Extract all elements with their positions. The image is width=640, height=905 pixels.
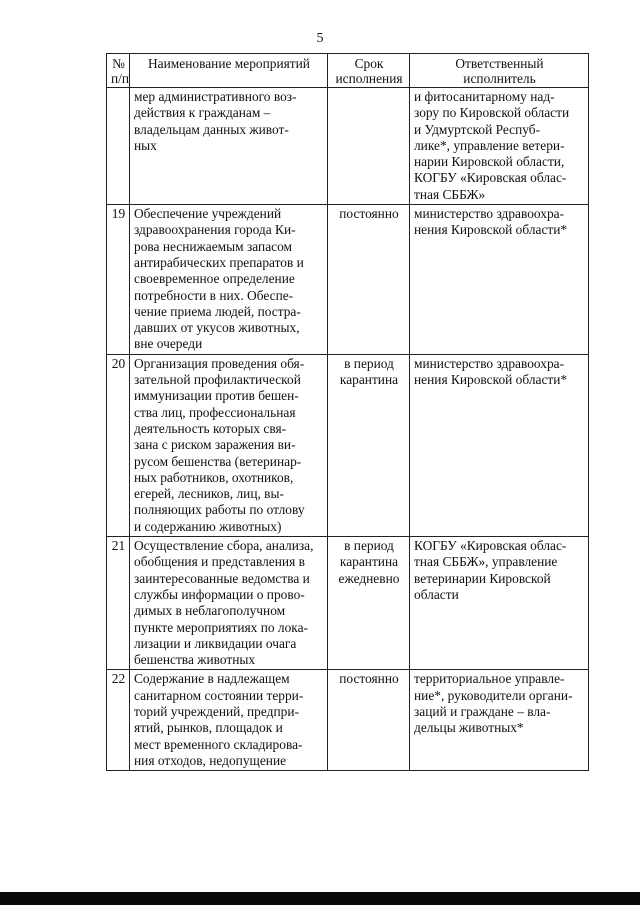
responsible-executor-cell [410, 205, 589, 355]
table-row [107, 205, 589, 355]
measure-name-line: деятельность которых свя- [134, 420, 287, 436]
measure-name-line: торий учреждений, предпри- [134, 703, 299, 719]
measure-name-line: рова неснижаемым запасом [134, 238, 293, 254]
measure-name-line: обобщения и представления в [134, 554, 305, 570]
page-number: 5 [316, 31, 324, 46]
execution-term-cell [328, 205, 410, 355]
measure-name-line: пункте мероприятиях по лока- [134, 619, 309, 635]
measure-name-line: димых в неблагополучном [134, 603, 286, 619]
measures-table [106, 53, 589, 771]
measure-name-line: полняющих работы по отлову [134, 502, 305, 518]
row-number: 19 [111, 206, 126, 222]
measure-name-line: владельцам данных живот- [134, 121, 289, 137]
row-number: 20 [111, 355, 126, 371]
measure-name-line: ства лиц, профессиональная [134, 404, 296, 420]
measure-name-line: ятий, рынков, площадок и [134, 720, 283, 736]
measure-name-line: зана с риском заражения ви- [134, 437, 296, 453]
measure-name-line: чение приема людей, постра- [134, 303, 301, 319]
measure-name-line: вне очереди [134, 336, 203, 352]
responsible-executor-line: заций и граждане – вла- [414, 703, 551, 719]
measure-name-line: Обеспечение учреждений [134, 206, 282, 222]
header-responsible-line: Ответственный [455, 56, 544, 71]
table-row [107, 354, 589, 536]
measure-name-line: давших от укусов животных, [134, 320, 300, 336]
measure-name-line: иммунизации против бешен- [134, 388, 299, 404]
execution-term-line: в период [344, 538, 394, 554]
table-row [107, 537, 589, 670]
row-number: 22 [111, 671, 126, 687]
header-term-line: Срок [354, 56, 384, 71]
measure-name-line: егерей, лесников, лиц, вы- [134, 486, 284, 502]
measure-name-line: санитарном состоянии терри- [134, 687, 304, 703]
measure-name-line: заинтересованные ведомства и [134, 570, 310, 586]
execution-term-line: карантина [339, 554, 399, 570]
row-number-cell [107, 205, 130, 355]
measure-name-cell [130, 88, 328, 205]
measure-name-line: действия к гражданам – [134, 105, 271, 121]
responsible-executor-cell [410, 354, 589, 536]
execution-term-line: постоянно [339, 206, 399, 222]
measure-name-cell [130, 670, 328, 771]
measure-name-line: ных [134, 137, 157, 153]
header-term [328, 54, 410, 88]
table-row [107, 670, 589, 771]
table-header-row [107, 54, 589, 88]
responsible-executor-line: КОГБУ «Кировская облас- [414, 538, 567, 554]
responsible-executor-cell [410, 670, 589, 771]
responsible-executor-line: нения Кировской области* [414, 372, 568, 388]
measure-name-cell [130, 205, 328, 355]
header-responsible-line: исполнитель [463, 71, 536, 86]
execution-term-cell [328, 354, 410, 536]
measure-name-line: Осуществление сбора, анализа, [134, 538, 314, 554]
measure-name-line: антирабических препаратов и [134, 254, 304, 270]
measure-name-line: ных работников, охотников, [134, 469, 294, 485]
header-responsible [410, 54, 589, 88]
measure-name-line: и содержанию животных) [134, 518, 282, 534]
measure-name-line: ния отходов, недопущение [134, 752, 287, 768]
row-number: 21 [111, 538, 126, 554]
table-row [107, 88, 589, 205]
execution-term-line: в период [344, 355, 394, 371]
responsible-executor-line: министерство здравоохра- [414, 355, 565, 371]
row-number-cell [107, 670, 130, 771]
execution-term-line: карантина [339, 372, 399, 388]
execution-term-cell [328, 670, 410, 771]
row-number-cell [107, 537, 130, 670]
responsible-executor-line: лике*, управление ветери- [414, 137, 565, 153]
measure-name-line: мест временного складирова- [134, 736, 303, 752]
header-term-line: исполнения [335, 71, 403, 86]
responsible-executor-line: территориальное управле- [414, 671, 565, 687]
responsible-executor-line: дельцы животных* [414, 720, 524, 736]
responsible-executor-line: области [414, 586, 459, 602]
responsible-executor-line: КОГБУ «Кировская облас- [414, 170, 567, 186]
responsible-executor-line: тная СББЖ» [414, 186, 486, 202]
measure-name-line: Организация проведения обя- [134, 355, 305, 371]
responsible-executor-line: тная СББЖ», управление [414, 554, 558, 570]
header-num-line: № [112, 56, 125, 71]
responsible-executor-line: нения Кировской области* [414, 222, 568, 238]
measure-name-line: потребности в них. Обеспе- [134, 287, 294, 303]
header-name-line: Наименование мероприятий [148, 56, 310, 71]
responsible-executor-line: нарии Кировской области, [414, 154, 565, 170]
measure-name-line: службы информации о прово- [134, 586, 305, 602]
execution-term-cell [328, 537, 410, 670]
measure-name-line: лизации и ликвидации очага [134, 635, 297, 651]
header-name [130, 54, 328, 88]
responsible-executor-cell [410, 537, 589, 670]
responsible-executor-line: и Удмуртской Респуб- [414, 121, 541, 137]
measure-name-line: мер административного воз- [134, 89, 297, 104]
table-body [107, 88, 589, 771]
measure-name-line: здравоохранения города Ки- [134, 222, 296, 238]
measure-name-line: Содержание в надлежащем [134, 671, 290, 687]
measure-name-line: своевременное определение [134, 271, 295, 287]
measure-name-line: бешенства животных [134, 652, 256, 668]
execution-term-line: постоянно [339, 671, 399, 687]
responsible-executor-line: ветеринарии Кировской [414, 570, 551, 586]
measure-name-cell [130, 354, 328, 536]
header-num-line: п/п [111, 71, 130, 86]
responsible-executor-line: и фитосанитарному над- [414, 89, 555, 104]
responsible-executor-cell [410, 88, 589, 205]
measure-name-line: русом бешенства (ветеринар- [134, 453, 302, 469]
execution-term-line: ежедневно [338, 570, 400, 586]
row-number-cell [107, 88, 130, 205]
measure-name-line: зательной профилактической [134, 372, 301, 388]
row-number-cell [107, 354, 130, 536]
responsible-executor-line: министерство здравоохра- [414, 206, 565, 222]
responsible-executor-line: ние*, руководители органи- [414, 687, 573, 703]
measure-name-cell [130, 537, 328, 670]
execution-term-cell [328, 88, 410, 205]
responsible-executor-line: зору по Кировской области [414, 105, 570, 121]
scan-bottom-edge [0, 892, 640, 905]
header-num [107, 54, 130, 88]
